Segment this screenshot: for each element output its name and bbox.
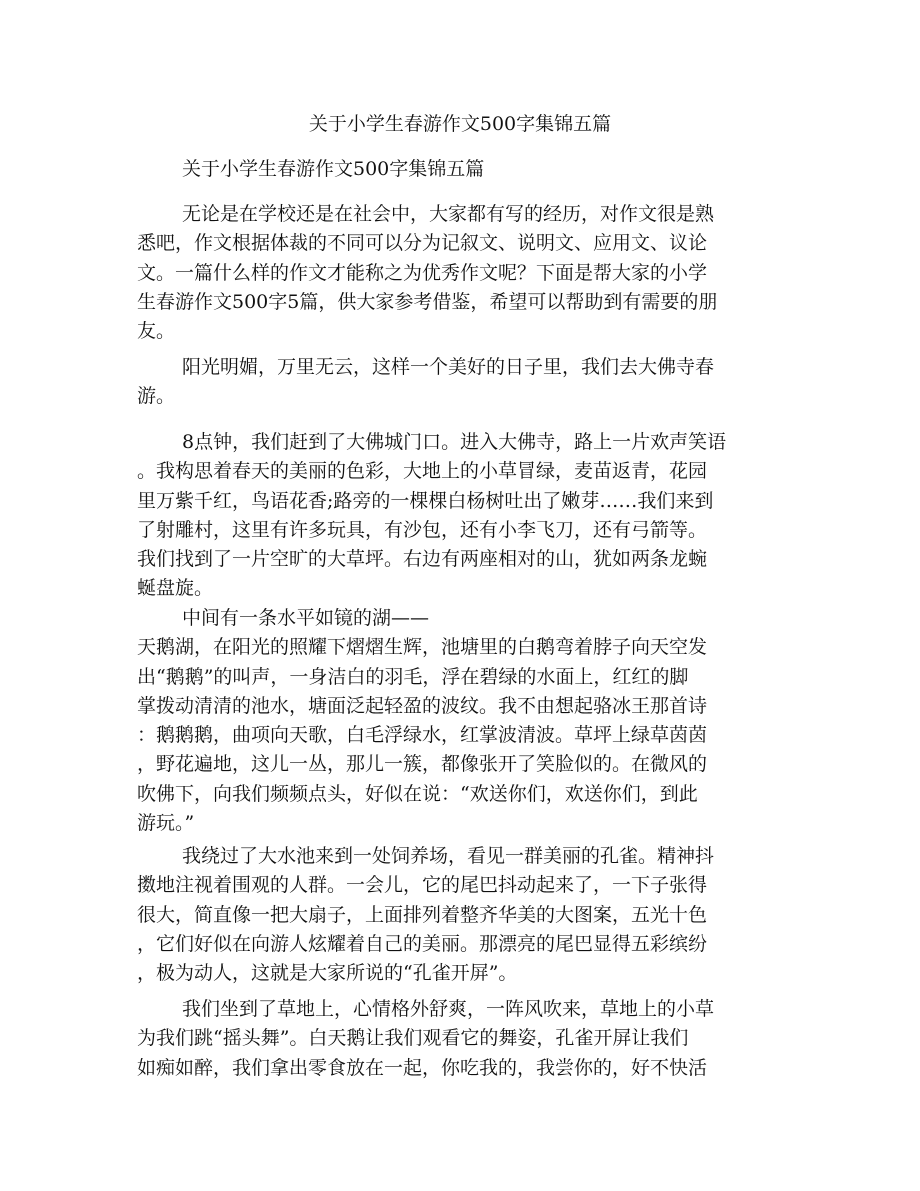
text-line: ，它们好似在向游人炫耀着自己的美丽。那漂亮的尾巴显得五彩缤纷 xyxy=(137,932,708,955)
text-line: 阳光明媚，万里无云，这样一个美好的日子里，我们去大佛寺春 xyxy=(182,356,715,378)
paragraph-swan-lake xyxy=(137,604,777,838)
text-line: 吹佛下，向我们频频点头，好似在说：“欢送你们，欢送你们，到此 xyxy=(137,782,698,805)
text-line: 如痴如醉，我们拿出零食放在一起，你吃我的，我尝你的，好不快活 xyxy=(137,1056,708,1079)
text-line: 生春游作文500字5篇，供大家参考借鉴，希望可以帮助到有需要的朋 xyxy=(137,290,718,313)
text-line: 文。一篇什么样的作文才能称之为优秀作文呢？下面是帮大家的小学 xyxy=(137,261,708,284)
text-line: 出“鹅鹅”的叫声，一身洁白的羽毛，浮在碧绿的水面上，红红的脚 xyxy=(137,665,689,688)
text-line: 友。 xyxy=(137,320,176,343)
text-line: 我绕过了大水池来到一处饲养场，看见一群美丽的孔雀。精神抖 xyxy=(182,845,715,867)
text-line: 我们坐到了草地上，心情格外舒爽，一阵风吹来，草地上的小草 xyxy=(182,998,715,1020)
text-line: 蜒盘旋。 xyxy=(137,577,214,600)
text-line: 悉吧，作文根据体裁的不同可以分为记叙文、说明文、应用文、议论 xyxy=(137,232,708,255)
text-line: 掌拨动清清的池水，塘面泛起轻盈的波纹。我不由想起骆冰王那首诗 xyxy=(137,694,708,717)
text-line: ：鹅鹅鹅，曲项向天歌，白毛浮绿水，红掌波清波。草坪上绿草茵茵 xyxy=(137,724,708,747)
document-subtitle: 关于小学生春游作文500字集锦五篇 xyxy=(182,158,485,180)
text-line: 天鹅湖，在阳光的照耀下熠熠生辉，池塘里的白鹅弯着脖子向天空发 xyxy=(137,636,708,659)
text-line: 中间有一条水平如镜的湖—— xyxy=(182,607,430,629)
text-line: 游玩。” xyxy=(137,812,195,835)
text-line: 为我们跳“摇头舞”。白天鹅让我们观看它的舞姿，孔雀开屏让我们 xyxy=(137,1027,689,1050)
text-line: ，野花遍地，这儿一丛，那儿一簇，都像张开了笑脸似的。在微风的 xyxy=(137,753,708,776)
text-line: 我们找到了一片空旷的大草坪。右边有两座相对的山，犹如两条龙蜿 xyxy=(137,548,708,571)
text-line: ，极为动人，这就是大家所说的“孔雀开屏”。 xyxy=(137,962,518,985)
text-line: 里万紫千红，鸟语花香;路旁的一棵棵白杨树吐出了嫩芽……我们来到 xyxy=(137,489,714,512)
paragraph-peacock xyxy=(137,842,777,988)
text-line: 8点钟，我们赶到了大佛城门口。进入大佛寺，路上一片欢声笑语 xyxy=(182,431,727,453)
text-line: 擞地注视着围观的人群。一会儿，它的尾巴抖动起来了，一下子张得 xyxy=(137,874,708,897)
text-line: 。我构思着春天的美丽的色彩，大地上的小草冒绿，麦苗返青，花园 xyxy=(137,460,708,483)
text-line: 了射雕村，这里有许多玩具，有沙包，还有小李飞刀，还有弓箭等。 xyxy=(137,518,708,541)
document-title: 关于小学生春游作文500字集锦五篇 xyxy=(308,113,612,135)
text-line: 无论是在学校还是在社会中，大家都有写的经历，对作文很是熟 xyxy=(182,203,715,225)
paragraph-intro xyxy=(137,200,777,346)
paragraph-picnic xyxy=(137,995,777,1083)
paragraph-sunny-day xyxy=(137,353,777,412)
text-line: 很大，简直像一把大扇子，上面排列着整齐华美的大图案，五光十色 xyxy=(137,903,708,926)
text-line: 游。 xyxy=(137,385,176,408)
paragraph-arrival xyxy=(137,428,777,604)
